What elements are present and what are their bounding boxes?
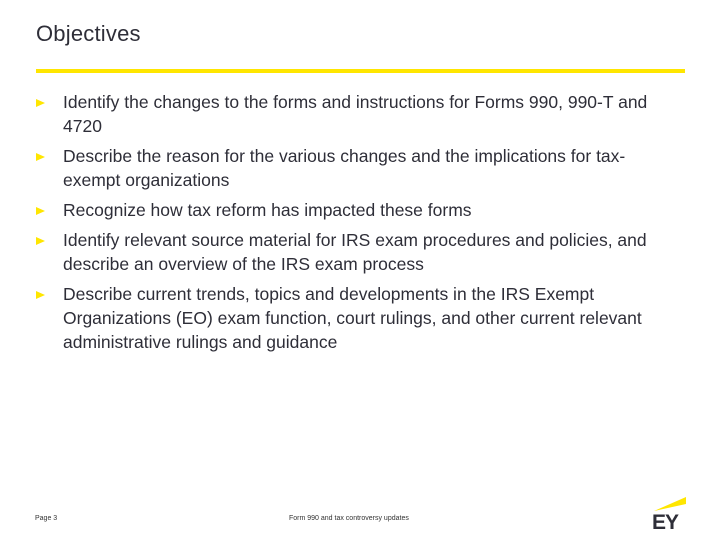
triangle-bullet-icon (36, 99, 45, 107)
list-item-text: Identify relevant source material for IRS exam procedures and policies, and describe an overview of the IRS exam process (63, 230, 647, 274)
svg-text:EY: EY (652, 511, 679, 531)
triangle-bullet-icon (36, 237, 45, 245)
triangle-bullet-icon (36, 207, 45, 215)
triangle-bullet-icon (36, 291, 45, 299)
list-item (36, 228, 676, 276)
list-item-text: Describe current trends, topics and developments in the IRS Exempt Organizations (EO) exam function, court rulings, and other current relevant administrative rulings and guidance (63, 284, 642, 352)
list-item (36, 144, 676, 192)
list-item-text: Recognize how tax reform has impacted these forms (63, 200, 472, 220)
objectives-list (36, 90, 676, 360)
slide-title: Objectives (36, 21, 141, 46)
ey-logo-icon (650, 495, 690, 531)
page-number: Page 3 (35, 515, 58, 522)
list-item (36, 282, 676, 354)
title-underline (36, 69, 685, 73)
footer-title: Form 990 and tax controversy updates (289, 515, 409, 522)
list-item-text: Describe the reason for the various changes and the implications for tax-exempt organizations (63, 146, 626, 190)
list-item (36, 198, 676, 222)
list-item (36, 90, 676, 138)
triangle-bullet-icon (36, 153, 45, 161)
list-item-text: Identify the changes to the forms and instructions for Forms 990, 990-T and 4720 (63, 92, 648, 136)
